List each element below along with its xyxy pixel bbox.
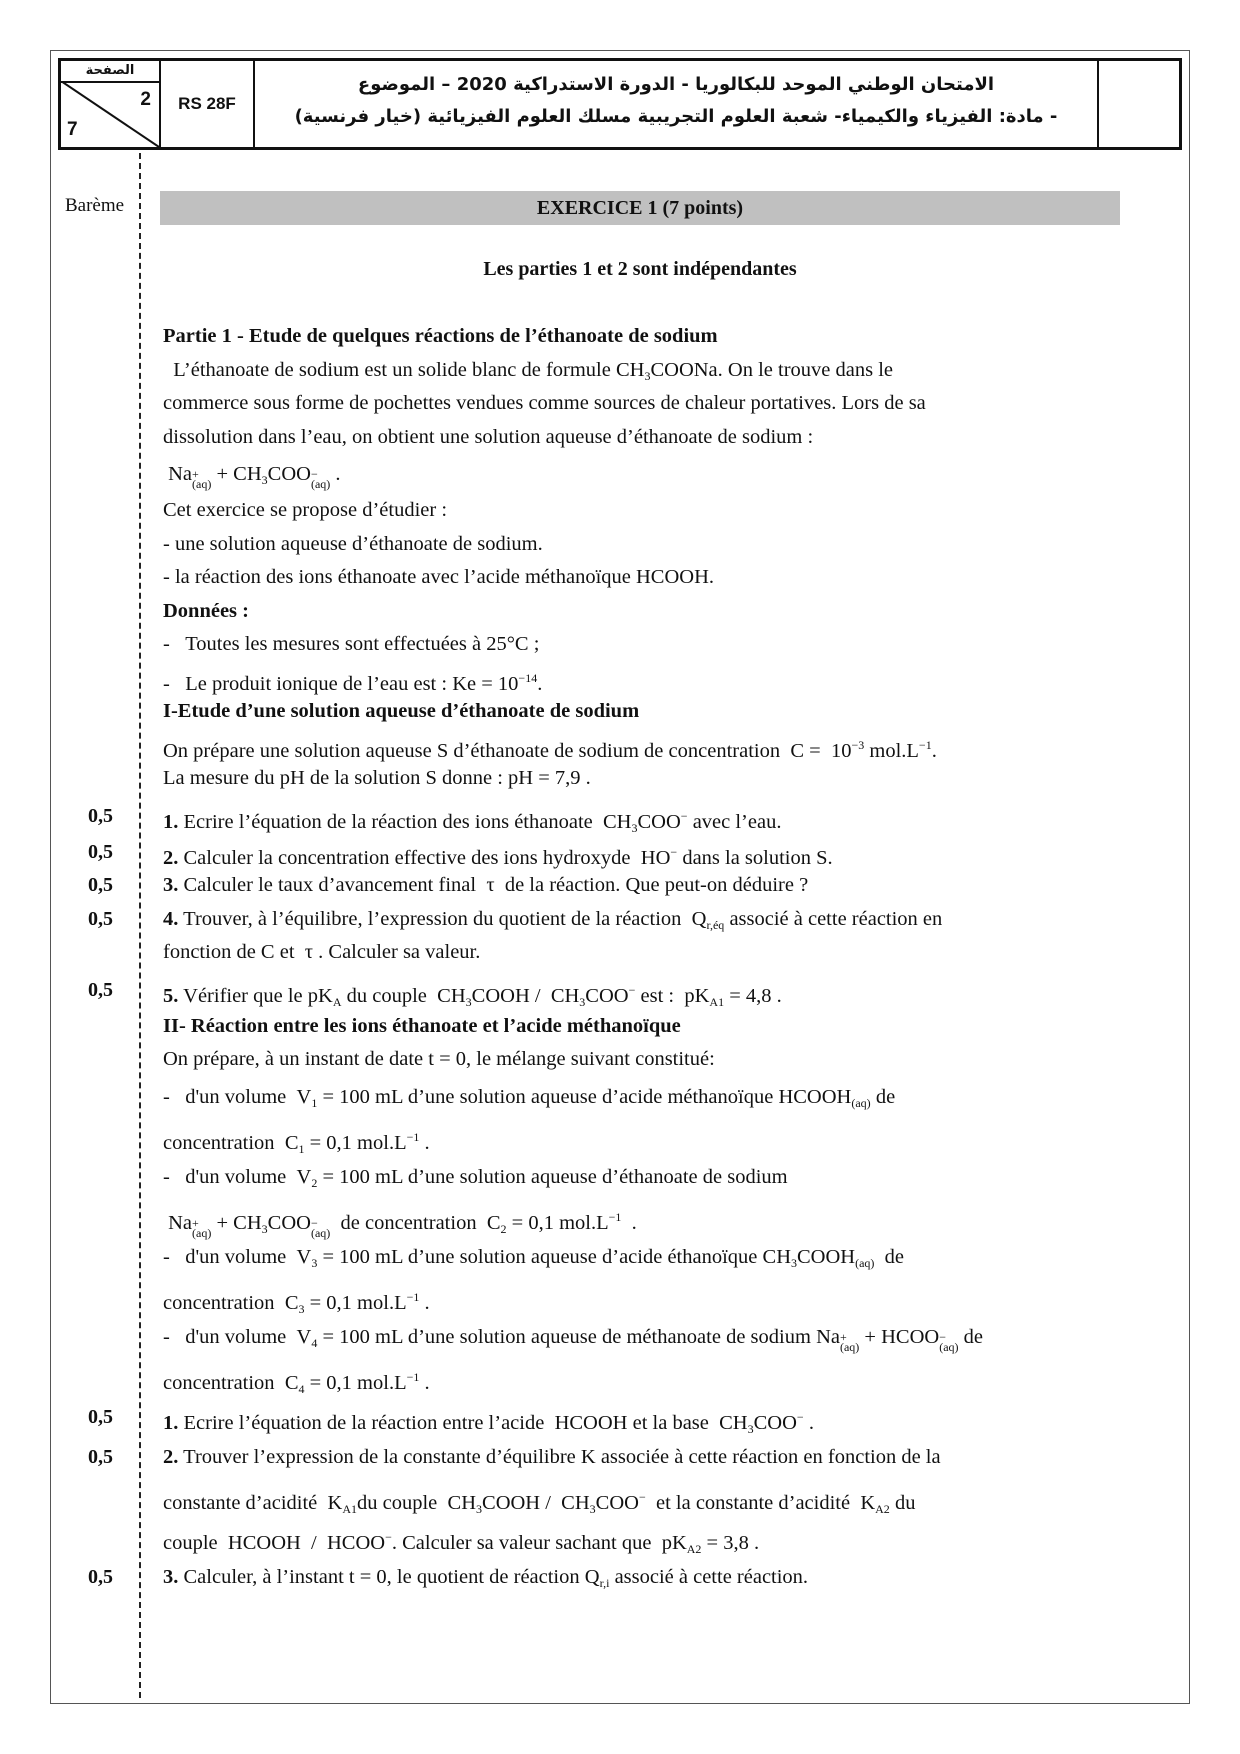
- q2-2: 0,5 2. Trouver l’expression de la constante d’équilibre K associée à cette réaction en fonction de la: [88, 1445, 941, 1468]
- exam-title: [255, 61, 1099, 147]
- empty-cell: [1099, 61, 1179, 147]
- q1-4: 0,5 4. Trouver, à l’équilibre, l’expression du quotient de la réaction $Q_{r,éq}$ associé à cette réaction en: [88, 907, 943, 932]
- donnees-title: Données :: [163, 599, 249, 622]
- volume-4: - d'un volume $V_4 = 100$ mL d’une solution aqueuse de méthanoate de sodium Na + (aq) + HCOO − (aq) de: [163, 1325, 984, 1354]
- section2-prep: On prépare, à un instant de date t = 0, le mélange suivant constitué:: [163, 1048, 715, 1070]
- exercise-title: EXERCICE 1 (7 points): [160, 191, 1120, 225]
- conc-2: Na + (aq) + $CH_3COO$ − (aq) de concentration $C_2 = 0,1$ $mol.L^{-1}$ .: [163, 1209, 637, 1240]
- intro-line1: L’éthanoate de sodium est un solide blanc de formule $CH_3COONa$. On le trouve dans le: [173, 358, 893, 383]
- exam-code: RS 28F: [161, 61, 255, 147]
- page-number-cell: [61, 61, 161, 147]
- ions-formula: Na + (aq) + $CH_3COO$ − (aq) .: [163, 463, 341, 491]
- q1-1: 0,5 1. Ecrire l’équation de la réaction des ions éthanoate $CH_3COO^-$ avec l’eau.: [88, 804, 782, 835]
- conc-3: concentration $C_3 = 0,1$ $mol.L^{-1}$ .: [163, 1289, 430, 1316]
- q2-2-cont2: couple HCOOH / HCOO−. Calculer sa valeur sachant que $pK_{A2} = 3,8$ .: [163, 1529, 760, 1556]
- page-current: 2: [140, 89, 151, 110]
- q1-2: 0,5 2. Calculer la concentration effective des ions hydroxyde HO− dans la solution S.: [88, 840, 833, 869]
- q2-1: 0,5 1. Ecrire l’équation de la réaction entre l’acide HCOOH et la base $CH_3COO^-$ .: [88, 1405, 814, 1436]
- donnee-2: - Le produit ionique de l’eau est : $Ke = 10^{-14}$.: [163, 670, 543, 695]
- exercise-content: [88, 320, 1173, 1597]
- donnee-1: - Toutes les mesures sont effectuées à 25°C ;: [163, 633, 540, 655]
- margin-dashed-line: [139, 153, 141, 1698]
- partie1-title: Partie 1 - Etude de quelques réactions de l’éthanoate de sodium: [163, 325, 718, 347]
- conc-4: concentration $C_4 = 0,1$ $mol.L^{-1}$ .: [163, 1369, 430, 1396]
- section1-title: I-Etude d’une solution aqueuse d’éthanoate de sodium: [163, 700, 640, 722]
- section2-title: II- Réaction entre les ions éthanoate et l’acide méthanoïque: [163, 1014, 681, 1037]
- q1-3: 0,5 3. Calculer le taux d’avancement final τ de la réaction. Que peut-on déduire ?: [88, 874, 809, 896]
- exam-header: [58, 58, 1182, 150]
- exam-title-line2: - مادة: الفيزياء والكيمياء- شعبة العلوم التجريبية مسلك العلوم الفيزيائية (خيار فرنسية): [294, 106, 1058, 127]
- exam-title-line1: الامتحان الوطني الموحد للبكالوريا - الدورة الاستدراكية 2020 – الموضوع: [357, 74, 995, 95]
- bareme-label: Barème: [65, 195, 125, 216]
- exercise-subtitle: Les parties 1 et 2 sont indépendantes: [483, 258, 797, 280]
- aim-item1: - une solution aqueuse d’éthanoate de sodium.: [163, 532, 543, 555]
- page-label: الصفحة: [61, 63, 159, 83]
- q1-5: 0,5 5. Vérifier que le $pK_A$ du couple $CH_3COOH / CH_3COO^-$ est : $pK_{A1} = 4,8$ .: [88, 978, 782, 1009]
- volume-3: - d'un volume $V_3 = 100$ mL d’une solution aqueuse d’acide éthanoïque $CH_3COOH_{(aq)}$ de: [163, 1245, 905, 1270]
- volume-2: - d'un volume $V_2 = 100$ mL d’une solution aqueuse d’éthanoate de sodium: [163, 1165, 788, 1190]
- intro-line3: dissolution dans l’eau, on obtient une solution aqueuse d’éthanoate de sodium :: [163, 425, 814, 448]
- page-total: 7: [67, 119, 78, 140]
- intro-line2: commerce sous forme de pochettes vendues comme sources de chaleur portatives. Lors de sa: [163, 392, 926, 414]
- q1-4-cont: fonction de C et τ . Calculer sa valeur.: [163, 941, 481, 963]
- q2-2-cont1: constante d’acidité $K_{A1}du$ couple $CH_3COOH / CH_3COO^-$ et la constante d’acidité $K_{A2}$ du: [163, 1489, 916, 1516]
- volume-1: - d'un volume $V_1 = 100$ mL d’une solution aqueuse d’acide méthanoïque $HCOOH_{(aq)}$ de: [163, 1085, 896, 1110]
- aim-line: Cet exercice se propose d’étudier :: [163, 499, 448, 521]
- conc-1: concentration $C_1 = 0,1$ $mol.L^{-1}$ .: [163, 1129, 430, 1156]
- section1-prep: On prépare une solution aqueuse S d’éthanoate de sodium de concentration $C = 10^{-3}$ $mol.L^{-1}$.: [163, 737, 937, 762]
- q2-3: 0,5 3. Calculer, à l’instant t = 0, le quotient de réaction $Q_{r,i}$ associé à cette réaction.: [88, 1565, 809, 1590]
- section1-ph: La mesure du pH de la solution S donne : pH = 7,9 .: [163, 767, 591, 789]
- aim-item2: - la réaction des ions éthanoate avec l’acide méthanoïque HCOOH.: [163, 566, 715, 588]
